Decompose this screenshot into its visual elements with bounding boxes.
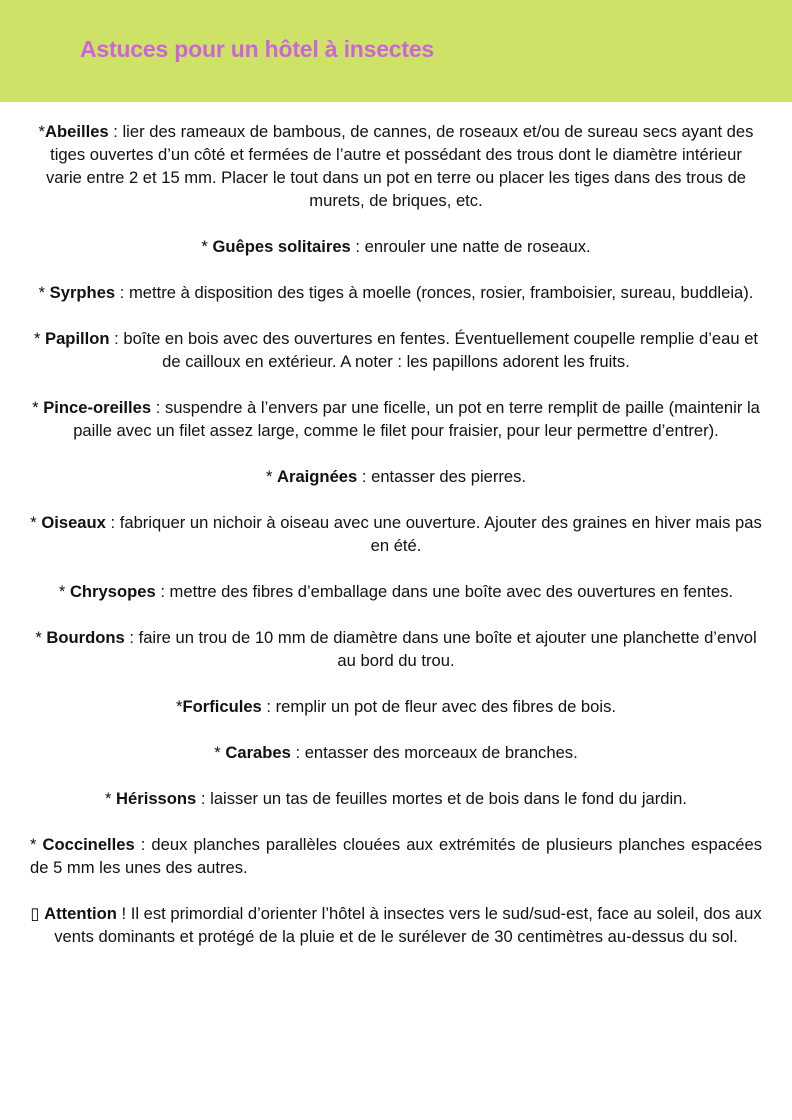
tip-text: : mettre à disposition des tiges à moelle (ronces, rosier, framboisier, sureau, buddleia).	[115, 283, 754, 302]
tip-text: : suspendre à l’envers par une ficelle, un pot en terre remplit de paille (maintenir la paille avec un filet assez large, comme le filet pour fraisier, pour leur permettre d’entrer).	[73, 398, 760, 440]
tip-term: Araignées	[277, 467, 358, 486]
tip-text: : lier des rameaux de bambous, de cannes, de roseaux et/ou de sureau secs ayant des tiges ouvertes d’un côté et fermées de l’autre et possédant des trous dont le diamètre intérieur varie entre 2 et 15 mm. Placer le tout dans un pot en terre ou placer les tiges dans des trous de murets, de briques, etc.	[45, 122, 754, 210]
tip-term: Hérissons	[116, 789, 197, 808]
missing-glyph-icon: ▯	[30, 904, 45, 923]
tip-papillon	[30, 327, 762, 373]
tip-term: Bourdons	[46, 628, 125, 647]
tip-syrphes	[30, 281, 762, 304]
tip-prefix: *	[38, 283, 50, 302]
tip-text: : entasser des pierres.	[357, 467, 527, 486]
tip-text: : fabriquer un nichoir à oiseau avec une ouverture. Ajouter des graines en hiver mais pas en été.	[105, 513, 762, 555]
tip-prefix: *	[35, 628, 47, 647]
tip-text: : deux planches parallèles clouées aux extrémités de plusieurs planches espacées de 5 mm les unes des autres.	[30, 835, 762, 877]
tip-prefix: *	[265, 467, 278, 486]
tip-prefix: *	[201, 237, 213, 256]
page-header	[0, 0, 792, 102]
tip-term: Oiseaux	[41, 513, 106, 532]
tip-term: Attention	[44, 904, 117, 923]
tip-text: : faire un trou de 10 mm de diamètre dans une boîte et ajouter une planchette d’envol au bord du trou.	[124, 628, 757, 670]
tip-prefix: *	[58, 582, 70, 601]
tip-prefix: *	[33, 329, 46, 348]
tip-attention	[30, 902, 762, 948]
tip-term: Chrysopes	[69, 582, 156, 601]
tip-term: Papillon	[45, 329, 110, 348]
tip-text: ! Il est primordial d’orienter l’hôtel à insectes vers le sud/sud-est, face au soleil, dos aux vents dominants et protégé de la pluie et de le surélever de 30 centimètres au-dessus du sol.	[54, 904, 762, 946]
tip-araignees	[30, 465, 762, 488]
tip-term: Pince-oreilles	[43, 398, 152, 417]
tip-term: Guêpes solitaires	[212, 237, 351, 256]
tip-prefix: *	[32, 398, 44, 417]
tip-prefix: *	[30, 513, 42, 532]
tip-prefix: *	[30, 835, 43, 854]
tip-text: : entasser des morceaux de branches.	[290, 743, 578, 762]
tip-prefix: *	[38, 122, 46, 141]
tip-oiseaux	[30, 511, 762, 557]
tips-list	[0, 102, 792, 948]
tip-term: Abeilles	[45, 122, 109, 141]
tip-text: : laisser un tas de feuilles mortes et de bois dans le fond du jardin.	[196, 789, 688, 808]
tip-pince-oreilles	[30, 396, 762, 442]
tip-bourdons	[30, 626, 762, 672]
tip-text: : remplir un pot de fleur avec des fibres de bois.	[261, 697, 616, 716]
tip-carabes	[30, 741, 762, 764]
tip-coccinelles	[30, 833, 762, 879]
tip-forficules	[30, 695, 762, 718]
tip-term: Coccinelles	[42, 835, 135, 854]
tip-prefix: *	[214, 743, 226, 762]
tip-text: : boîte en bois avec des ouvertures en fentes. Éventuellement coupelle remplie d’eau et de cailloux en extérieur. A noter : les papillons adorent les fruits.	[109, 329, 759, 371]
tip-term: Carabes	[225, 743, 291, 762]
tip-herissons	[30, 787, 762, 810]
page-title: Astuces pour un hôtel à insectes	[80, 36, 435, 62]
tip-text: : enrouler une natte de roseaux.	[350, 237, 591, 256]
tip-term: Syrphes	[49, 283, 116, 302]
tip-text: : mettre des fibres d’emballage dans une boîte avec des ouvertures en fentes.	[155, 582, 734, 601]
tip-term: Forficules	[182, 697, 262, 716]
tip-chrysopes	[30, 580, 762, 603]
tip-abeilles	[30, 120, 762, 212]
tip-prefix: *	[176, 697, 183, 716]
tip-guepes-solitaires	[30, 235, 762, 258]
tip-prefix: *	[104, 789, 117, 808]
